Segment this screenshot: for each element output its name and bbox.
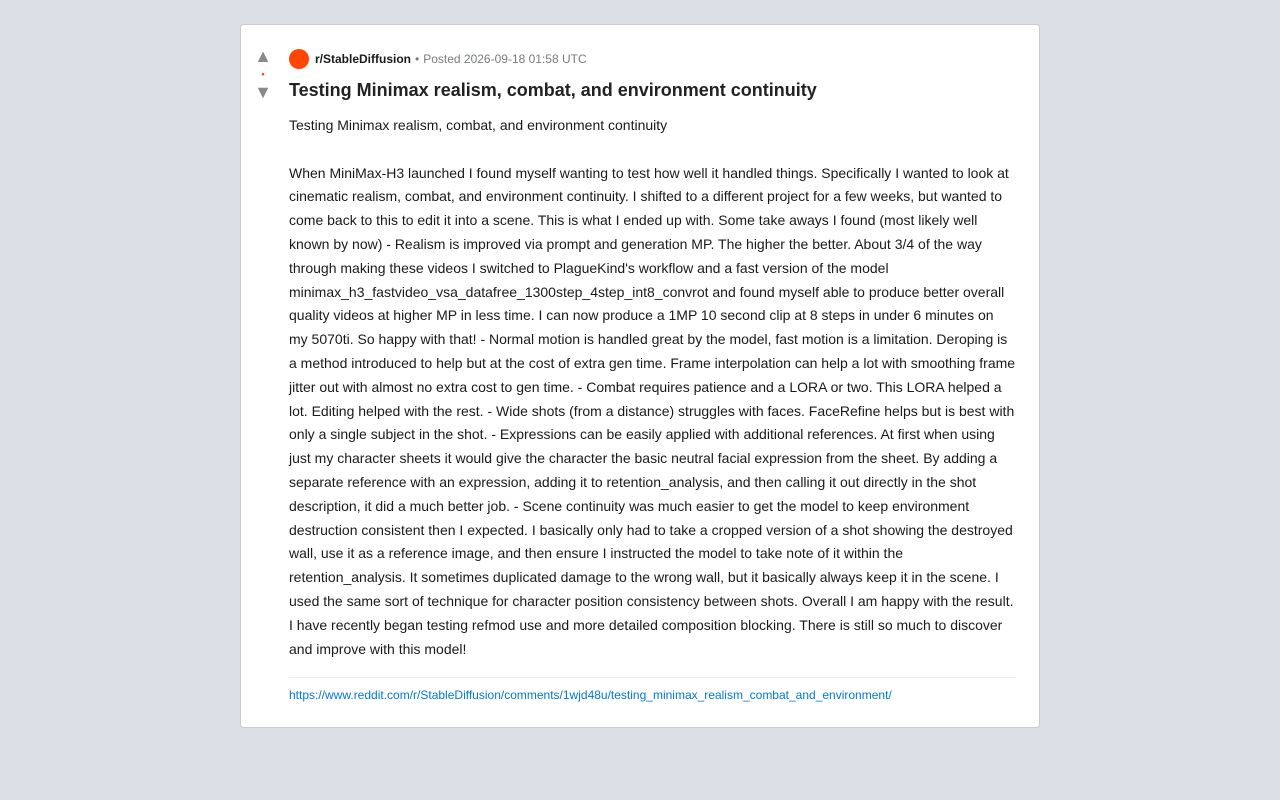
post-meta <box>289 49 1016 69</box>
subreddit-avatar-icon[interactable] <box>289 49 309 69</box>
post-title[interactable]: Testing Minimax realism, combat, and environment continuity <box>289 80 817 100</box>
post-body <box>289 114 1016 661</box>
vote-column <box>241 47 285 101</box>
upvote-arrow-icon[interactable]: ▲ <box>254 46 272 66</box>
post-body-paragraph: When MiniMax-H3 launched I found myself wanting to test how well it handled things. Specifically I wanted to look at cinematic realism, combat, and environment continuity. I shifted to a different project for a few weeks, but wanted to come back to this to edit it into a scene. This is what I ended up with. Some take aways I found (most likely well known by now) - Realism is improved via prompt and generation MP. The higher the better. About 3/4 of the way through making these videos I switched to PlagueKind's workflow and a fast version of the model minimax_h3_fastvideo_vsa_datafree_1300step_4step_int8_convrot and found myself able to produce better overall quality videos at higher MP in less time. I can now produce a 1MP 10 second clip at 8 steps in under 6 minutes on my 5070ti. So happy with that! - Normal motion is handled great by the model, fast motion is a limitation. Deroping is a method introduced to help but at the cost of extra gen time. Frame interpolation can help a lot with smoothing frame jitter out with almost no extra cost to gen time. - Combat requires patience and a LORA or two. This LORA helped a lot. Editing helped with the rest. - Wide shots (from a distance) struggles with faces. FaceRefine helps but is best with only a single subject in the shot. - Expressions can be easily applied with additional references. At first when using just my character sheets it would give the character the basic neutral facial expression from the sheet. By adding a separate reference with an expression, adding it to retention_analysis, and then calling it out directly in the shot description, it did a much better job. - Scene continuity was much easier to get the model to keep environment destruction consistent then I expected. I basically only had to take a cropped version of a shot showing the destroyed wall, use it as a reference image, and then ensure I instructed the model to take note of it within the retention_analysis. It sometimes duplicated damage to the wrong wall, but it basically always keep it in the scene. I used the same sort of technique for character position consistency between shots. Overall I am happy with the result. I have recently began testing refmod use and more detailed composition blocking. There is still so much to discover and improve with this model! <box>289 164 1016 657</box>
post-timestamp: Posted 2026-09-18 01:58 UTC <box>423 52 587 66</box>
post-body-paragraph: Testing Minimax realism, combat, and environment continuity <box>289 117 668 133</box>
downvote-arrow-icon[interactable]: ▼ <box>254 82 272 102</box>
vote-score: • <box>261 69 265 79</box>
post-content <box>289 49 1016 703</box>
post-card <box>240 24 1040 728</box>
meta-separator: • <box>415 52 420 66</box>
post-permalink[interactable]: https://www.reddit.com/r/StableDiffusion/comments/1wjd48u/testing_minimax_realism_combat_and_environment/ <box>289 688 892 703</box>
subreddit-link[interactable]: r/StableDiffusion <box>315 52 412 66</box>
post-footer <box>289 677 1016 703</box>
